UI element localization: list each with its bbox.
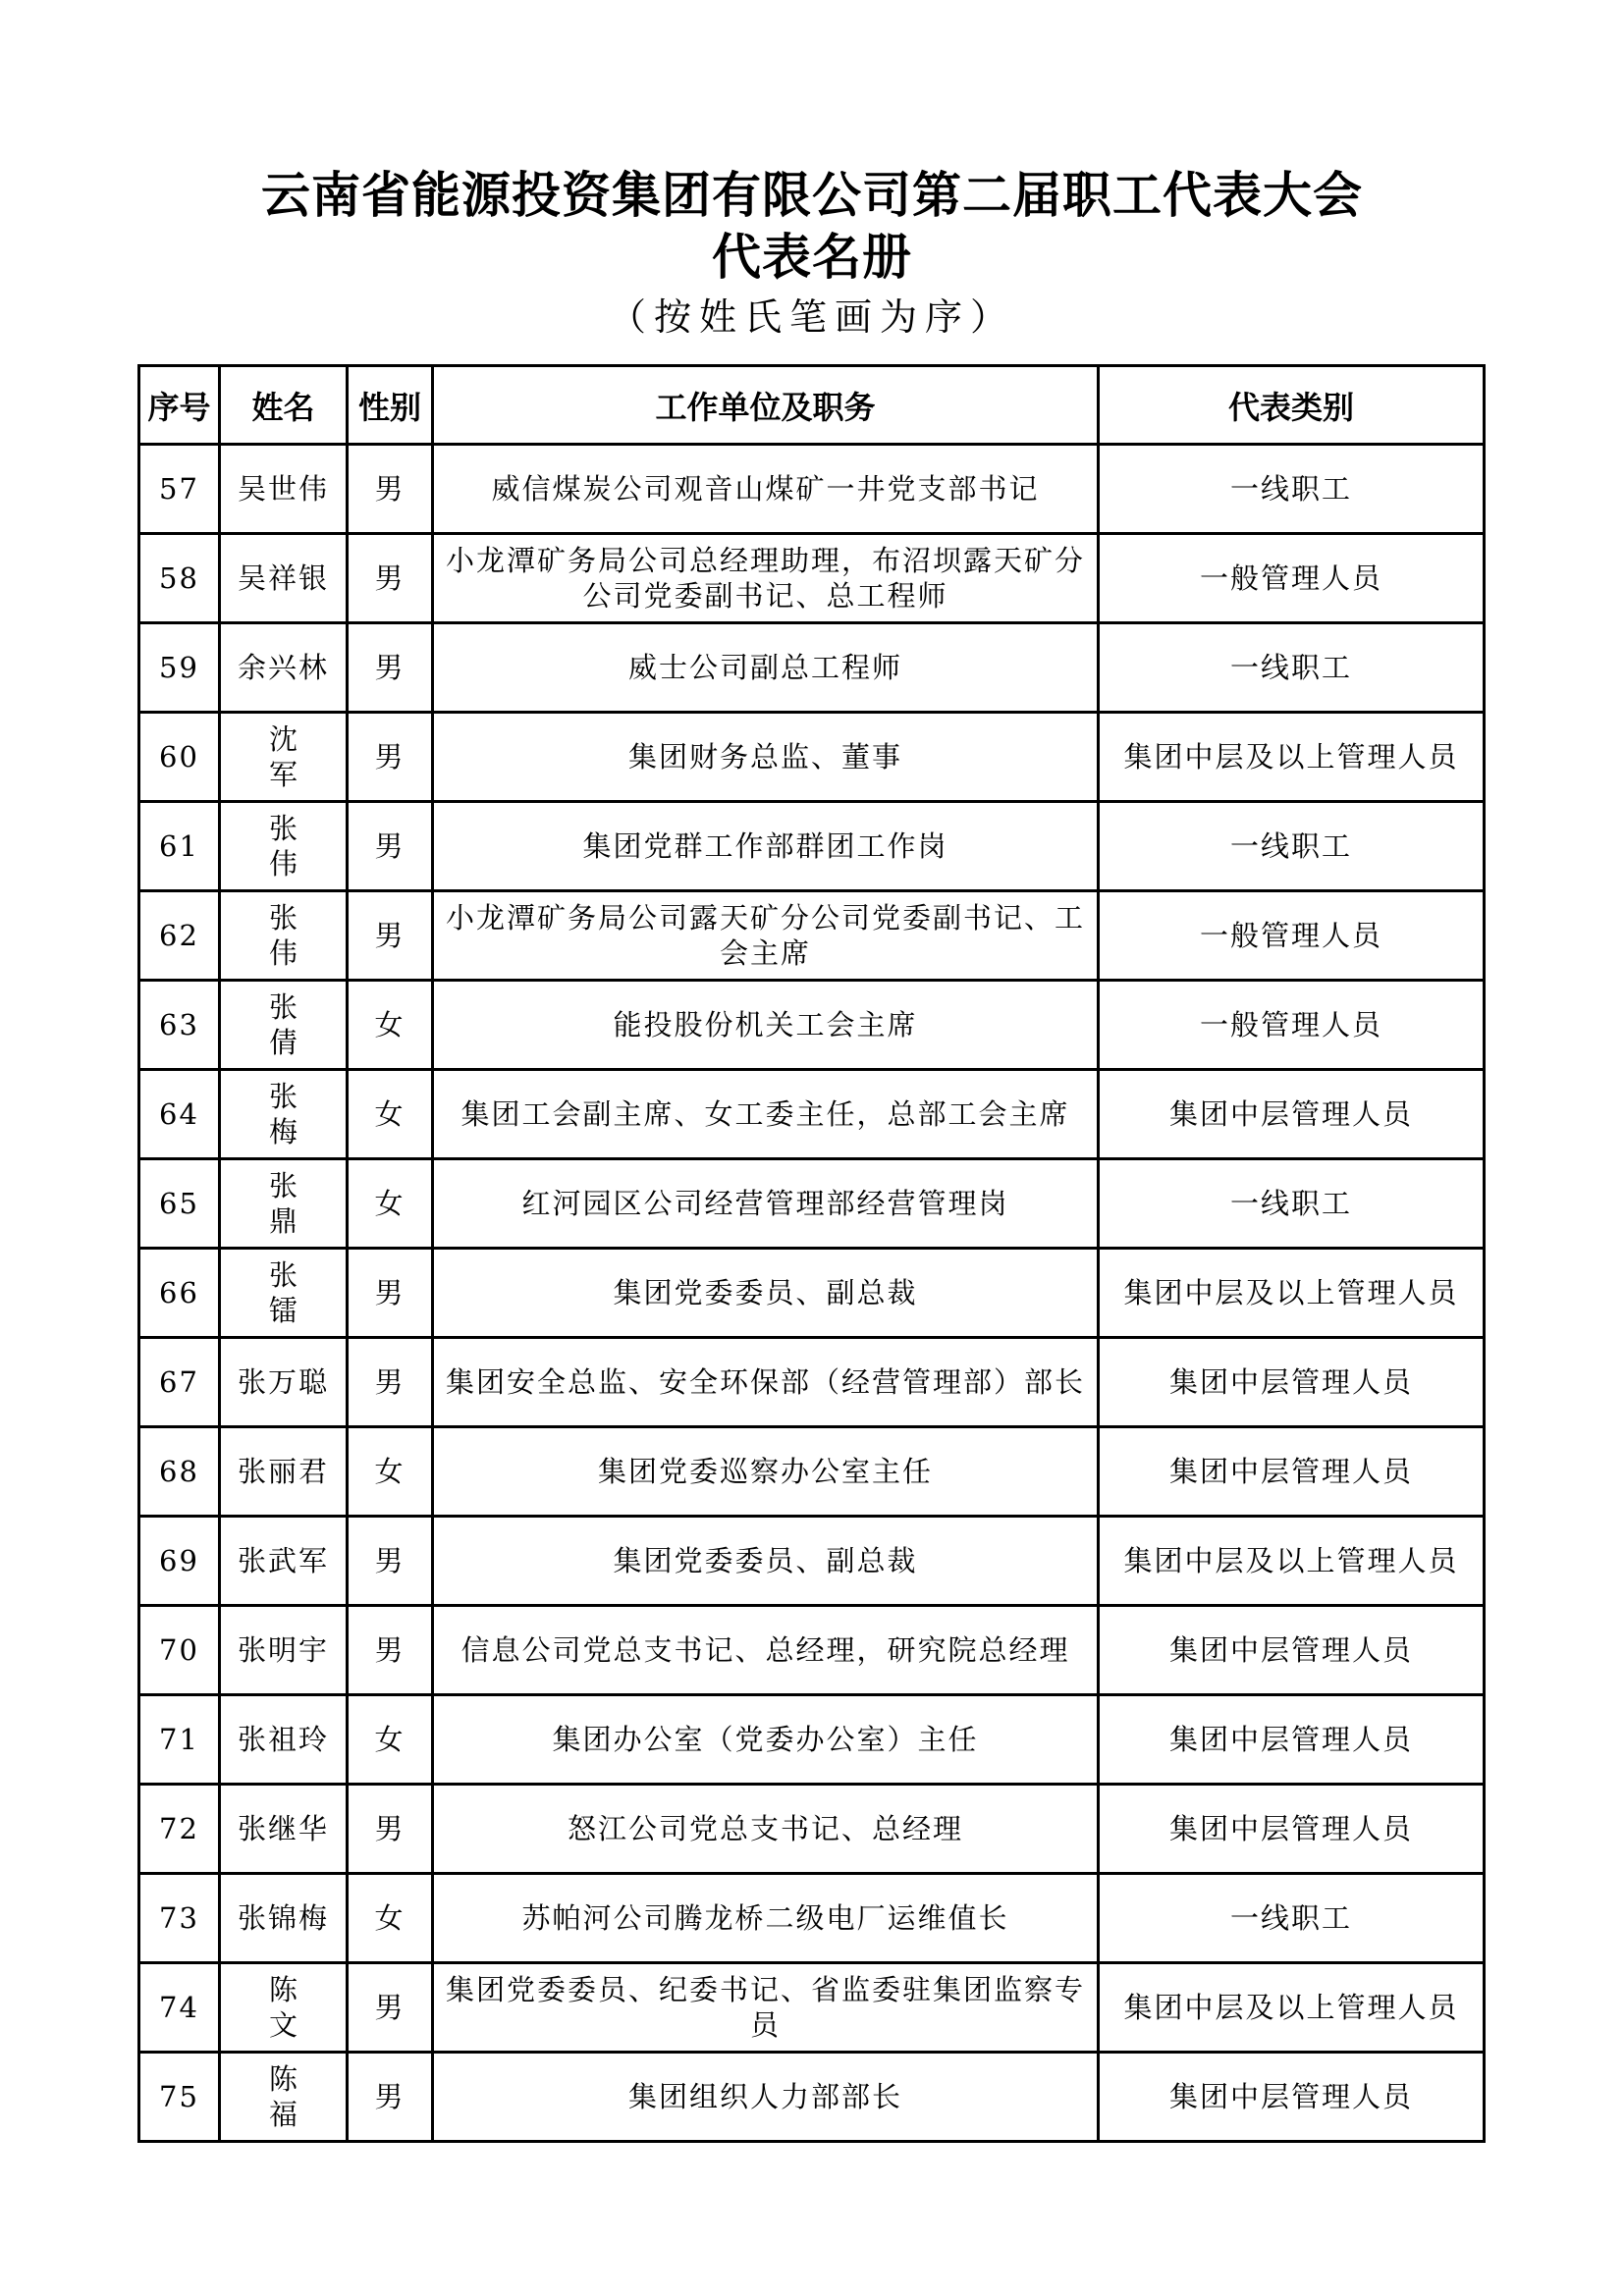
row-gender: 男	[348, 1785, 433, 1874]
row-category: 一线职工	[1099, 623, 1485, 713]
row-index: 64	[139, 1070, 220, 1159]
row-category: 一般管理人员	[1099, 981, 1485, 1070]
row-gender: 女	[348, 1159, 433, 1249]
row-index: 57	[139, 445, 220, 534]
row-category: 集团中层管理人员	[1099, 1606, 1485, 1695]
row-category: 集团中层管理人员	[1099, 1695, 1485, 1785]
row-unit: 怒江公司党总支书记、总经理	[433, 1785, 1099, 1874]
row-index: 68	[139, 1427, 220, 1517]
row-gender: 女	[348, 1070, 433, 1159]
row-index: 74	[139, 1963, 220, 2053]
row-index: 67	[139, 1338, 220, 1427]
table-row	[139, 713, 1485, 802]
row-name: 张镭	[220, 1249, 348, 1338]
table-row	[139, 1249, 1485, 1338]
row-name: 陈文	[220, 1963, 348, 2053]
row-unit: 红河园区公司经营管理部经营管理岗	[433, 1159, 1099, 1249]
table-row	[139, 2053, 1485, 2142]
row-name: 张继华	[220, 1785, 348, 1874]
row-name: 张万聪	[220, 1338, 348, 1427]
row-gender: 女	[348, 1695, 433, 1785]
row-gender: 男	[348, 1963, 433, 2053]
row-name: 沈军	[220, 713, 348, 802]
table-row	[139, 981, 1485, 1070]
row-category: 一线职工	[1099, 445, 1485, 534]
row-category: 一般管理人员	[1099, 891, 1485, 981]
table-row	[139, 1695, 1485, 1785]
row-gender: 男	[348, 891, 433, 981]
table-header-row	[139, 366, 1485, 445]
row-name: 张梅	[220, 1070, 348, 1159]
row-gender: 男	[348, 623, 433, 713]
table-row	[139, 1517, 1485, 1606]
row-unit: 信息公司党总支书记、总经理，研究院总经理	[433, 1606, 1099, 1695]
row-category: 集团中层及以上管理人员	[1099, 1517, 1485, 1606]
table-row	[139, 1785, 1485, 1874]
row-category: 集团中层管理人员	[1099, 1338, 1485, 1427]
row-category: 集团中层及以上管理人员	[1099, 1963, 1485, 2053]
row-gender: 女	[348, 981, 433, 1070]
row-name: 张丽君	[220, 1427, 348, 1517]
table-row	[139, 1427, 1485, 1517]
row-unit: 集团党委委员、副总裁	[433, 1517, 1099, 1606]
row-category: 集团中层管理人员	[1099, 1785, 1485, 1874]
table-row	[139, 1338, 1485, 1427]
table-row	[139, 534, 1485, 623]
row-gender: 男	[348, 1606, 433, 1695]
row-gender: 女	[348, 1874, 433, 1963]
row-unit: 集团财务总监、董事	[433, 713, 1099, 802]
row-category: 集团中层管理人员	[1099, 1070, 1485, 1159]
row-gender: 女	[348, 1427, 433, 1517]
row-name: 张伟	[220, 802, 348, 891]
row-gender: 男	[348, 1517, 433, 1606]
row-index: 75	[139, 2053, 220, 2142]
row-category: 集团中层及以上管理人员	[1099, 713, 1485, 802]
header-index: 序号	[139, 366, 220, 445]
header-name: 姓名	[220, 366, 348, 445]
row-name: 张伟	[220, 891, 348, 981]
header-unit: 工作单位及职务	[433, 366, 1099, 445]
row-unit: 小龙潭矿务局公司露天矿分公司党委副书记、工会主席	[433, 891, 1099, 981]
table-row	[139, 445, 1485, 534]
header-category: 代表类别	[1099, 366, 1485, 445]
row-name: 张祖玲	[220, 1695, 348, 1785]
row-index: 69	[139, 1517, 220, 1606]
row-index: 62	[139, 891, 220, 981]
row-gender: 男	[348, 802, 433, 891]
row-category: 一线职工	[1099, 1159, 1485, 1249]
table-row	[139, 623, 1485, 713]
row-name: 张倩	[220, 981, 348, 1070]
row-category: 集团中层及以上管理人员	[1099, 1249, 1485, 1338]
row-name: 张鼎	[220, 1159, 348, 1249]
row-gender: 男	[348, 2053, 433, 2142]
table-row	[139, 1874, 1485, 1963]
row-category: 一般管理人员	[1099, 534, 1485, 623]
table-row	[139, 891, 1485, 981]
row-name: 张锦梅	[220, 1874, 348, 1963]
row-unit: 集团办公室（党委办公室）主任	[433, 1695, 1099, 1785]
row-gender: 男	[348, 1249, 433, 1338]
table-row	[139, 1070, 1485, 1159]
row-unit: 威士公司副总工程师	[433, 623, 1099, 713]
row-name: 吴祥银	[220, 534, 348, 623]
row-name: 陈福	[220, 2053, 348, 2142]
row-gender: 男	[348, 534, 433, 623]
header-gender: 性别	[348, 366, 433, 445]
row-name: 余兴林	[220, 623, 348, 713]
row-index: 71	[139, 1695, 220, 1785]
row-index: 63	[139, 981, 220, 1070]
row-unit: 集团党委委员、纪委书记、省监委驻集团监察专员	[433, 1963, 1099, 2053]
table-body	[139, 445, 1485, 2142]
row-index: 65	[139, 1159, 220, 1249]
document-subtitle-roster: 代表名册	[712, 228, 912, 286]
row-category: 集团中层管理人员	[1099, 1427, 1485, 1517]
table-row	[139, 1606, 1485, 1695]
row-unit: 集团党群工作部群团工作岗	[433, 802, 1099, 891]
row-category: 一线职工	[1099, 1874, 1485, 1963]
table-row	[139, 1963, 1485, 2053]
sort-order-note: （按姓氏笔画为序）	[608, 295, 1015, 339]
row-index: 58	[139, 534, 220, 623]
row-unit: 集团党委委员、副总裁	[433, 1249, 1099, 1338]
row-index: 73	[139, 1874, 220, 1963]
row-unit: 集团组织人力部部长	[433, 2053, 1099, 2142]
row-category: 一线职工	[1099, 802, 1485, 891]
row-index: 66	[139, 1249, 220, 1338]
row-gender: 男	[348, 713, 433, 802]
row-unit: 集团安全总监、安全环保部（经营管理部）部长	[433, 1338, 1099, 1427]
row-gender: 男	[348, 1338, 433, 1427]
row-index: 59	[139, 623, 220, 713]
row-gender: 男	[348, 445, 433, 534]
row-category: 集团中层管理人员	[1099, 2053, 1485, 2142]
row-index: 60	[139, 713, 220, 802]
row-name: 张明宇	[220, 1606, 348, 1695]
row-index: 72	[139, 1785, 220, 1874]
table-row	[139, 1159, 1485, 1249]
table-row	[139, 802, 1485, 891]
representative-roster-table	[137, 364, 1486, 2143]
document-title: 云南省能源投资集团有限公司第二届职工代表大会	[261, 166, 1363, 224]
row-name: 吴世伟	[220, 445, 348, 534]
row-unit: 集团工会副主席、女工委主任，总部工会主席	[433, 1070, 1099, 1159]
row-name: 张武军	[220, 1517, 348, 1606]
row-index: 61	[139, 802, 220, 891]
row-unit: 集团党委巡察办公室主任	[433, 1427, 1099, 1517]
row-unit: 小龙潭矿务局公司总经理助理，布沼坝露天矿分公司党委副书记、总工程师	[433, 534, 1099, 623]
row-unit: 苏帕河公司腾龙桥二级电厂运维值长	[433, 1874, 1099, 1963]
row-unit: 能投股份机关工会主席	[433, 981, 1099, 1070]
row-index: 70	[139, 1606, 220, 1695]
row-unit: 威信煤炭公司观音山煤矿一井党支部书记	[433, 445, 1099, 534]
